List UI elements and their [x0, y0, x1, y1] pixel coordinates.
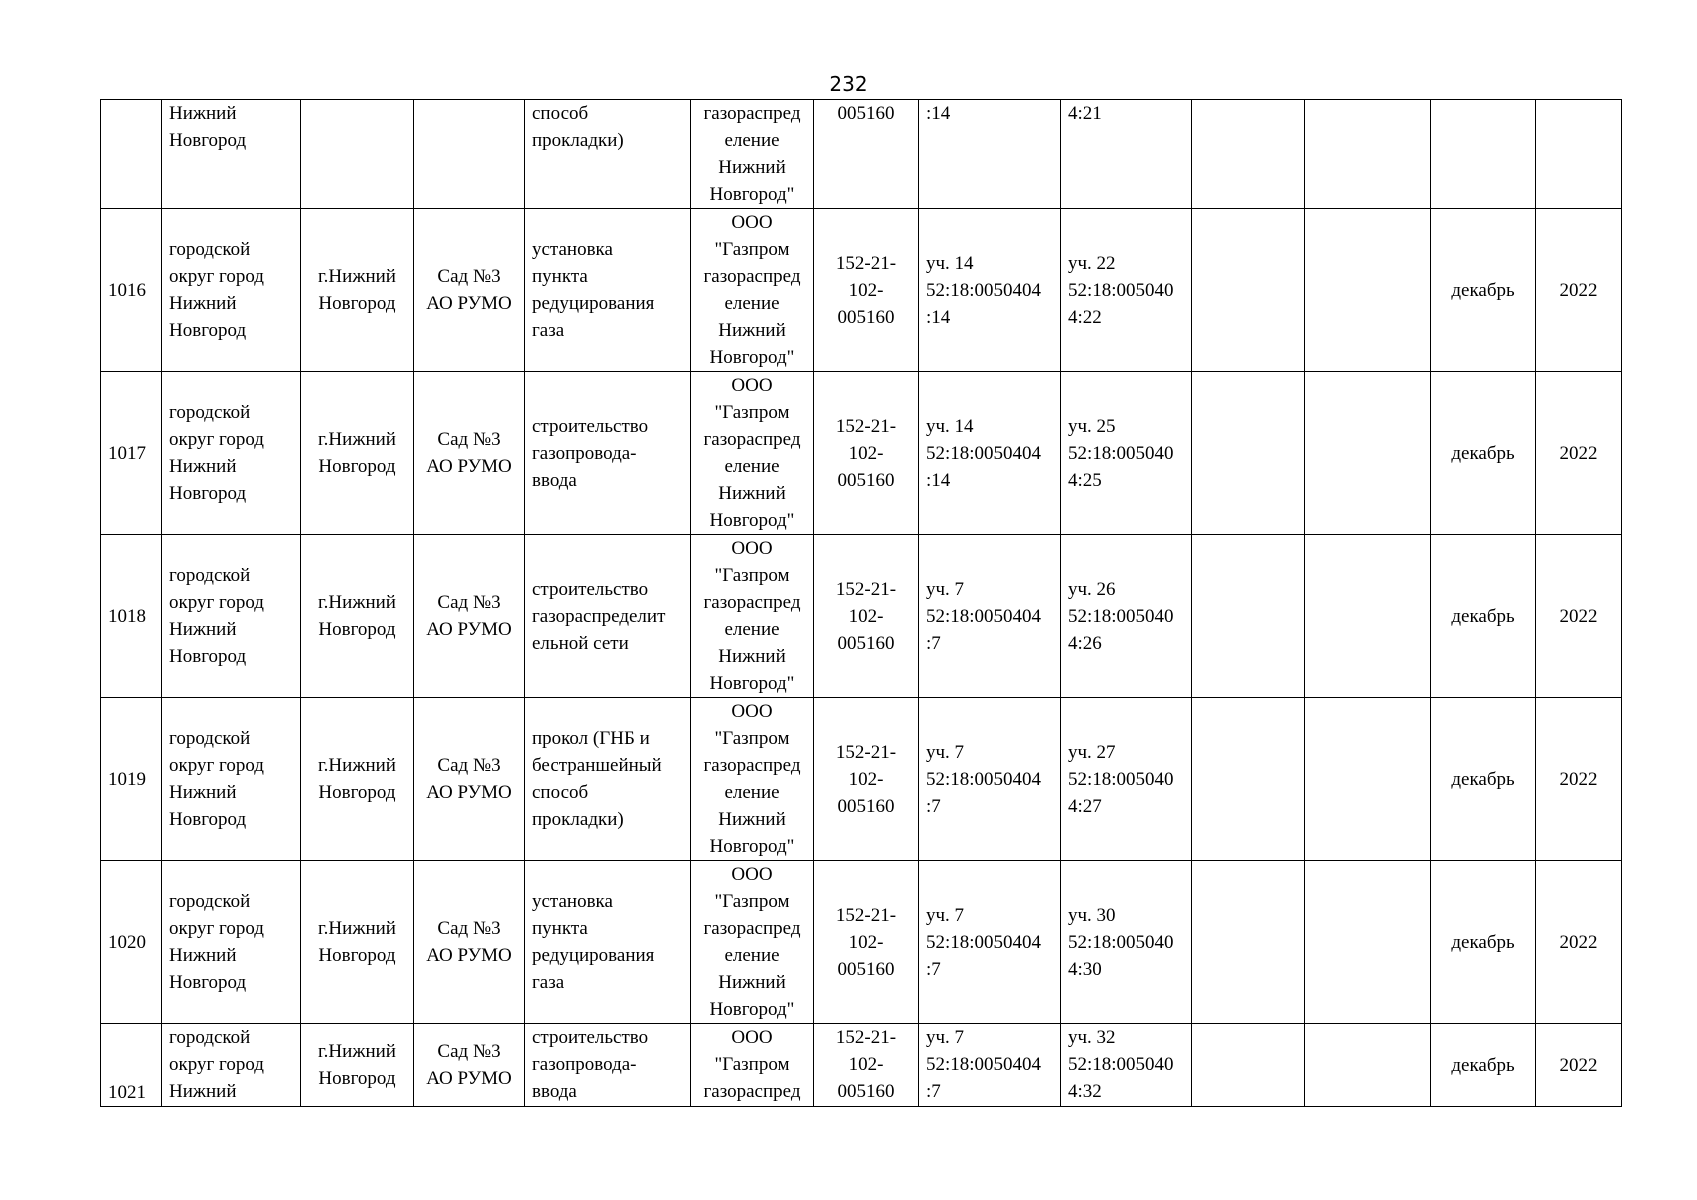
empty-cell — [1305, 372, 1431, 535]
empty-cell — [1305, 1024, 1431, 1107]
table-row — [101, 372, 1622, 535]
organization-cell: ООО "Газпром газораспред еление Нижний Новгород" — [691, 698, 814, 861]
object-cell: Сад №3 АО РУМО — [414, 535, 525, 698]
table-row — [101, 535, 1622, 698]
object-cell — [414, 100, 525, 209]
table-row — [101, 209, 1622, 372]
table-row — [101, 698, 1622, 861]
district-cell: городской округ город Нижний Новгород — [162, 372, 301, 535]
object-cell: Сад №3 АО РУМО — [414, 1024, 525, 1107]
empty-cell — [1305, 698, 1431, 861]
work-type-cell: способ прокладки) — [525, 100, 691, 209]
register-body — [101, 100, 1622, 1107]
month-cell: декабрь — [1431, 372, 1536, 535]
plot-to-cell: уч. 27 52:18:005040 4:27 — [1061, 698, 1192, 861]
empty-cell — [1192, 698, 1305, 861]
month-cell: декабрь — [1431, 698, 1536, 861]
month-cell: декабрь — [1431, 861, 1536, 1024]
register-table — [100, 99, 1622, 1107]
district-cell: Нижний Новгород — [162, 100, 301, 209]
plot-from-cell: уч. 14 52:18:0050404 :14 — [919, 209, 1061, 372]
month-cell: декабрь — [1431, 1024, 1536, 1107]
permit-code-cell: 152-21- 102- 005160 — [814, 535, 919, 698]
permit-code-cell: 152-21- 102- 005160 — [814, 1024, 919, 1107]
plot-from-cell: уч. 7 52:18:0050404 :7 — [919, 861, 1061, 1024]
table-row — [101, 861, 1622, 1024]
city-cell: г.Нижний Новгород — [301, 535, 414, 698]
work-type-cell: установка пункта редуцирования газа — [525, 861, 691, 1024]
plot-from-cell: :14 — [919, 100, 1061, 209]
row-number: 1017 — [101, 372, 162, 535]
permit-code-cell: 152-21- 102- 005160 — [814, 372, 919, 535]
empty-cell — [1305, 100, 1431, 209]
plot-to-cell: уч. 26 52:18:005040 4:26 — [1061, 535, 1192, 698]
permit-code-cell: 005160 — [814, 100, 919, 209]
empty-cell — [1192, 100, 1305, 209]
row-number: 1021 — [101, 1024, 162, 1107]
object-cell: Сад №3 АО РУМО — [414, 861, 525, 1024]
district-cell: городской округ город Нижний Новгород — [162, 209, 301, 372]
permit-code-cell: 152-21- 102- 005160 — [814, 861, 919, 1024]
empty-cell — [1192, 209, 1305, 372]
plot-from-cell: уч. 14 52:18:0050404 :14 — [919, 372, 1061, 535]
empty-cell — [1305, 535, 1431, 698]
district-cell: городской округ город Нижний Новгород — [162, 861, 301, 1024]
year-cell: 2022 — [1536, 698, 1622, 861]
work-type-cell: строительство газопровода- ввода — [525, 372, 691, 535]
permit-code-cell: 152-21- 102- 005160 — [814, 698, 919, 861]
city-cell: г.Нижний Новгород — [301, 1024, 414, 1107]
city-cell: г.Нижний Новгород — [301, 209, 414, 372]
month-cell: декабрь — [1431, 209, 1536, 372]
plot-from-cell: уч. 7 52:18:0050404 :7 — [919, 698, 1061, 861]
plot-to-cell: уч. 32 52:18:005040 4:32 — [1061, 1024, 1192, 1107]
city-cell: г.Нижний Новгород — [301, 698, 414, 861]
organization-cell: ООО "Газпром газораспред еление Нижний Новгород" — [691, 535, 814, 698]
row-number: 1020 — [101, 861, 162, 1024]
page-number: 232 — [829, 72, 868, 96]
plot-to-cell: уч. 30 52:18:005040 4:30 — [1061, 861, 1192, 1024]
district-cell: городской округ город Нижний — [162, 1024, 301, 1107]
plot-to-cell: 4:21 — [1061, 100, 1192, 209]
empty-cell — [1305, 861, 1431, 1024]
work-type-cell: строительство газораспределит ельной сети — [525, 535, 691, 698]
work-type-cell: строительство газопровода- ввода — [525, 1024, 691, 1107]
year-cell — [1536, 100, 1622, 209]
empty-cell — [1192, 535, 1305, 698]
year-cell: 2022 — [1536, 861, 1622, 1024]
row-number: 1019 — [101, 698, 162, 861]
object-cell: Сад №3 АО РУМО — [414, 372, 525, 535]
plot-from-cell: уч. 7 52:18:0050404 :7 — [919, 535, 1061, 698]
plot-to-cell: уч. 25 52:18:005040 4:25 — [1061, 372, 1192, 535]
organization-cell: газораспред еление Нижний Новгород" — [691, 100, 814, 209]
empty-cell — [1192, 1024, 1305, 1107]
year-cell: 2022 — [1536, 372, 1622, 535]
empty-cell — [1305, 209, 1431, 372]
object-cell: Сад №3 АО РУМО — [414, 209, 525, 372]
year-cell: 2022 — [1536, 1024, 1622, 1107]
district-cell: городской округ город Нижний Новгород — [162, 698, 301, 861]
empty-cell — [1192, 372, 1305, 535]
organization-cell: ООО "Газпром газораспред — [691, 1024, 814, 1107]
row-number — [101, 100, 162, 209]
empty-cell — [1192, 861, 1305, 1024]
district-cell: городской округ город Нижний Новгород — [162, 535, 301, 698]
month-cell — [1431, 100, 1536, 209]
city-cell: г.Нижний Новгород — [301, 372, 414, 535]
organization-cell: ООО "Газпром газораспред еление Нижний Новгород" — [691, 209, 814, 372]
plot-from-cell: уч. 7 52:18:0050404 :7 — [919, 1024, 1061, 1107]
year-cell: 2022 — [1536, 535, 1622, 698]
organization-cell: ООО "Газпром газораспред еление Нижний Новгород" — [691, 372, 814, 535]
permit-code-cell: 152-21- 102- 005160 — [814, 209, 919, 372]
work-type-cell: прокол (ГНБ и бестраншейный способ прокладки) — [525, 698, 691, 861]
plot-to-cell: уч. 22 52:18:005040 4:22 — [1061, 209, 1192, 372]
row-number: 1016 — [101, 209, 162, 372]
table-row — [101, 100, 1622, 209]
city-cell: г.Нижний Новгород — [301, 861, 414, 1024]
row-number: 1018 — [101, 535, 162, 698]
month-cell: декабрь — [1431, 535, 1536, 698]
work-type-cell: установка пункта редуцирования газа — [525, 209, 691, 372]
organization-cell: ООО "Газпром газораспред еление Нижний Новгород" — [691, 861, 814, 1024]
object-cell: Сад №3 АО РУМО — [414, 698, 525, 861]
city-cell — [301, 100, 414, 209]
year-cell: 2022 — [1536, 209, 1622, 372]
table-row — [101, 1024, 1622, 1107]
